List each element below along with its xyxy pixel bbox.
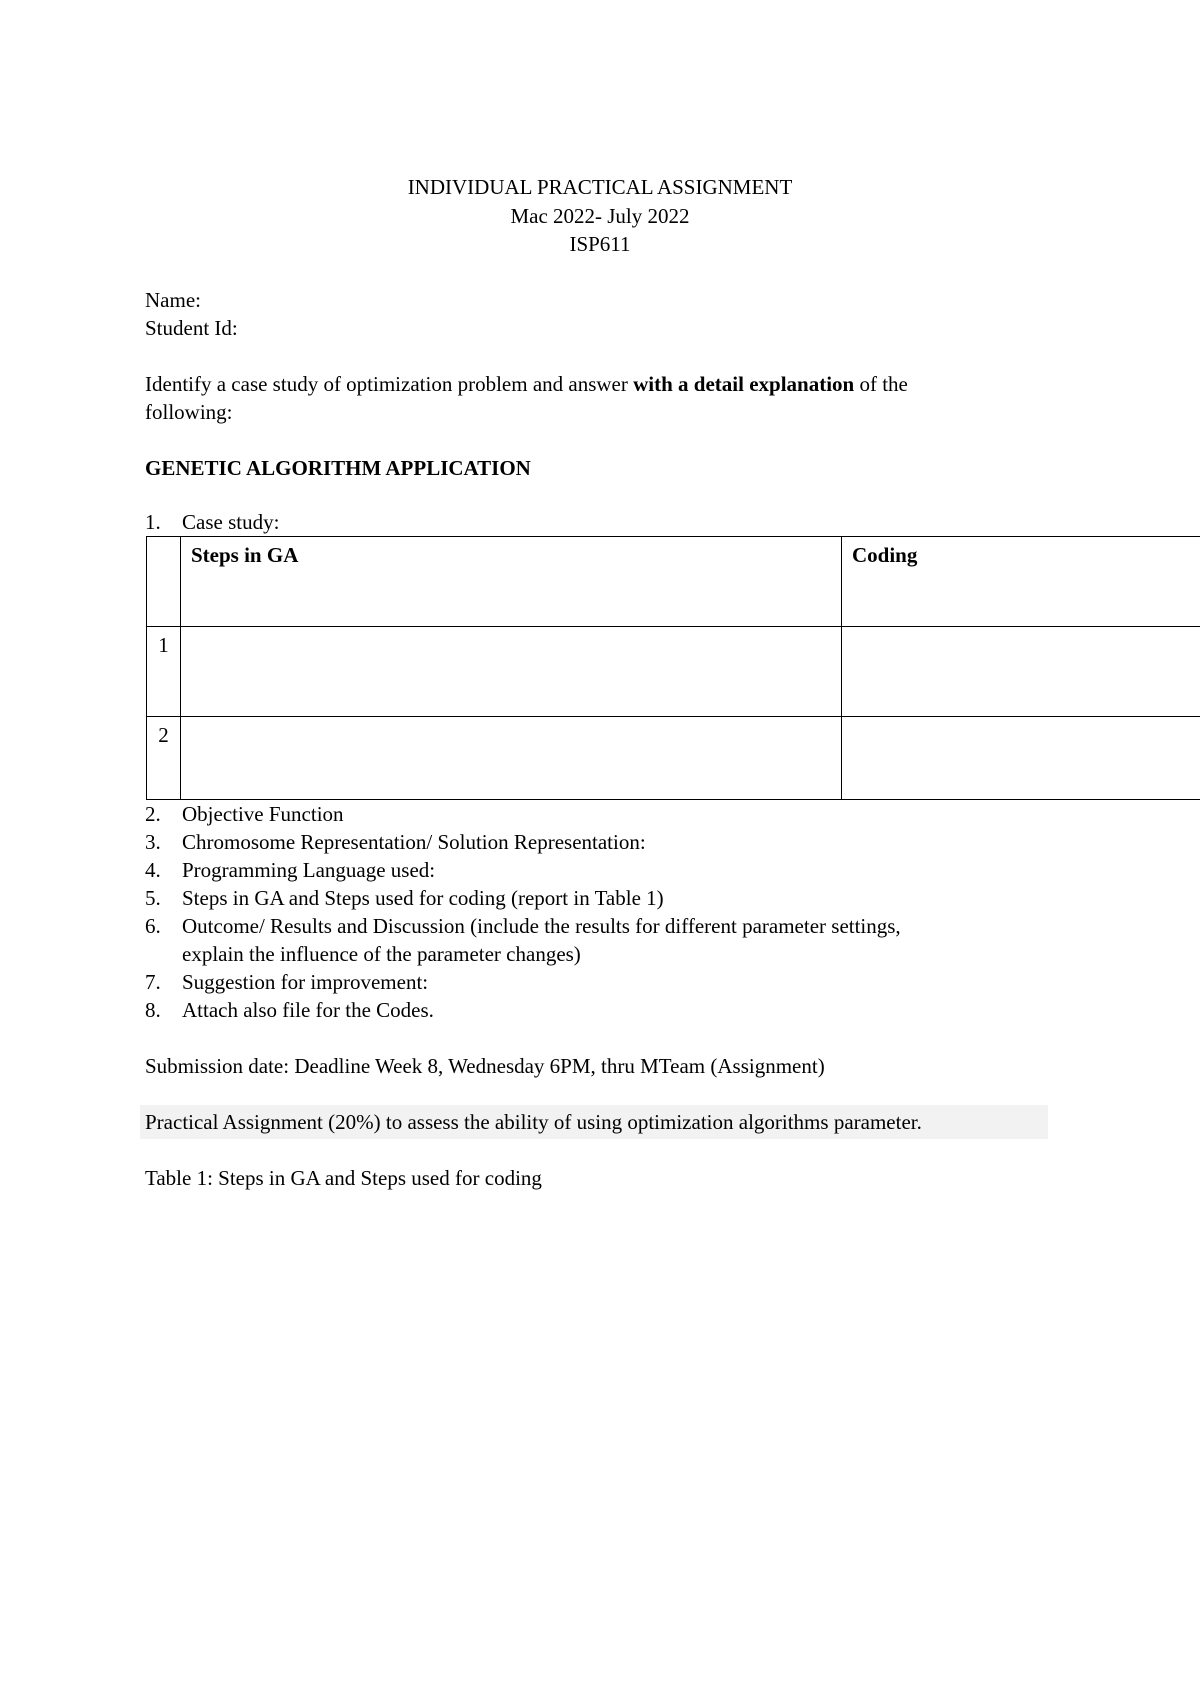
table-cell-coding	[842, 627, 1200, 717]
list-item-outcome-continued: explain the influence of the parameter changes)	[182, 942, 581, 966]
list-item-steps: Steps in GA and Steps used for coding (report in Table 1)	[182, 886, 664, 910]
ga-steps-table	[146, 536, 1200, 800]
student-id-label: Student Id:	[145, 316, 238, 340]
submission-date: Submission date: Deadline Week 8, Wednesday 6PM, thru MTeam (Assignment)	[145, 1054, 825, 1078]
list-item-case-study: Case study:	[182, 510, 280, 534]
table-row	[147, 627, 1200, 717]
weight-note: Practical Assignment (20%) to assess the ability of using optimization algorithms parameter.	[145, 1110, 922, 1134]
name-label: Name:	[145, 288, 201, 312]
list-item-outcome: Outcome/ Results and Discussion (include the results for different parameter settings,	[182, 914, 901, 938]
list-item-suggestion: Suggestion for improvement:	[182, 970, 429, 994]
instruction-line-2: following:	[145, 400, 233, 424]
table-caption: Table 1: Steps in GA and Steps used for coding	[145, 1166, 542, 1190]
list-item-attach: Attach also file for the Codes.	[182, 998, 434, 1022]
list-number: 1.	[145, 510, 161, 534]
instruction-text-2: of the	[854, 372, 908, 396]
instruction-text-1: Identify a case study of optimization problem and answer	[145, 372, 634, 396]
table-row-num: 2	[147, 717, 181, 800]
list-number: 3.	[145, 830, 161, 854]
section-heading: GENETIC ALGORITHM APPLICATION	[145, 456, 531, 480]
table-cell-steps	[181, 627, 842, 717]
list-item-objective-function: Objective Function	[182, 802, 344, 826]
document-title: INDIVIDUAL PRACTICAL ASSIGNMENT	[407, 175, 793, 199]
table-header-steps: Steps in GA	[181, 537, 842, 627]
table-row	[147, 717, 1200, 800]
list-number: 8.	[145, 998, 161, 1022]
list-number: 5.	[145, 886, 161, 910]
table-row-num: 1	[147, 627, 181, 717]
list-number: 7.	[145, 970, 161, 994]
list-item-chromosome: Chromosome Representation/ Solution Representation:	[182, 830, 646, 854]
table-cell-coding	[842, 717, 1200, 800]
instruction-bold: with a detail explanation	[633, 372, 855, 396]
list-number: 2.	[145, 802, 161, 826]
table-header-num	[147, 537, 181, 627]
list-item-language: Programming Language used:	[182, 858, 436, 882]
list-number: 4.	[145, 858, 161, 882]
list-number: 6.	[145, 914, 161, 938]
course-code: ISP611	[569, 232, 631, 256]
table-header-coding: Coding	[842, 537, 1200, 627]
table-cell-steps	[181, 717, 842, 800]
instruction-line-1	[145, 370, 908, 398]
table-header-row	[147, 537, 1200, 627]
session-period: Mac 2022- July 2022	[510, 204, 690, 228]
